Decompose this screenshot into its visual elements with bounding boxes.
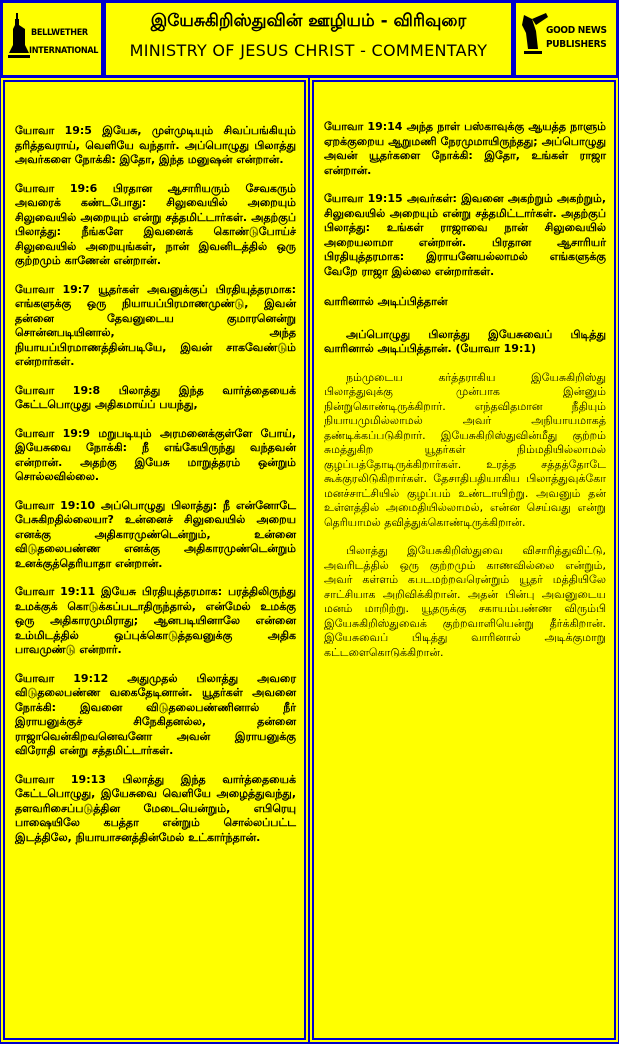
logo-left-line1: BELLWETHER <box>31 28 88 38</box>
logo-left-line2: INTERNATIONAL <box>29 46 99 56</box>
good-news-logo-panel <box>516 3 616 75</box>
logo-right-line1: GOOD NEWS <box>546 25 607 36</box>
verse-19-14: யோவா 19:14 அந்த நாள் பஸ்காவுக்கு ஆயத்த நாளும் ஏறக்குறைய ஆறுமணி நேரமுமாயிருந்தது; அப்பொழுது அவன் யூதர்களை நோக்கி: இதோ, உங்கள் ராஜா என்றான். <box>324 120 606 177</box>
title-english: MINISTRY OF JESUS CHRIST - COMMENTARY <box>129 41 488 60</box>
logo-right-line2: PUBLISHERS <box>546 39 607 50</box>
commentary <box>324 328 606 661</box>
commentary-paragraph: பிலாத்து இயேசுகிறிஸ்துவை விசாரித்துவிட்டு, அவரிடத்தில் ஒரு குற்றமும் காணவில்லை என்றும், அவர் கள்ளம் கபடமற்றவரென்றும் யூதர் மத்தியிலே சாட்சியாக அறிவிக்கிறான். அதன் பின்பு அவனுடைய மனம் மாறிற்று. யூதருக்கு சகாயம்பண்ண விரும்பி இயேசுகிறிஸ்துவைக் குற்றவாளியென்று தீர்க்கிறான். இயேசுவைப் பிடித்து வாரினால் அடிக்குமாறு கட்டளைகொடுக்கிறான். <box>324 544 606 659</box>
verse-19-15: யோவா 19:15 அவர்கள்: இவனை அகற்றும் அகற்றும், சிலுவையில் அறையும் என்று சத்தமிட்டார்கள். அதற்குப் பிலாத்து: உங்கள் ராஜாவை நான் சிலுவையில் அறையலாமா என்றான். பிரதான ஆசாரியர் பிரதியுத்தரமாக: இராயனேயல்லாமல் எங்களுக்கு வேறே ராஜா இல்லை என்றார்கள். <box>324 192 606 278</box>
bellwether-logo-panel <box>3 3 101 75</box>
commentary-paragraph: நம்முடைய கர்த்தராகிய இயேசுகிறிஸ்து பிலாத்துவுக்கு முன்பாக இன்னும் நின்றுகொண்டிருக்கிறார். எந்தவிதமான நீதியும் நியாயமுமில்லாமல் அவர் அநியாயமாகத் தண்டிக்கப்படுகிறார். இயேசுகிறிஸ்துவின்மீது குற்றம் சுமத்துகிற யூதர்கள் நிம்மதியில்லாமல் குழப்பத்தோடிருக்கிறார்கள். உரத்த சத்தத்தோடே கூக்குரலிடுகிறார்கள். தேசாதிபதியாகிய பிலாத்துவுக்கோ மனச்சாட்சியில் குழப்பம் உண்டாயிற்று. அவனும் தன் உள்ளத்தில் அமைதியில்லாமல், என்ன செய்வது என்று தெரியாமல் தவித்துக்கொண்டிருக்கிறான். <box>324 370 606 529</box>
verse-19-6: யோவா 19:6 பிரதான ஆசாரியரும் சேவகரும் அவரைக் கண்டபோது: சிலுவையில் அறையும் சிலுவையில் அறையும் என்று சத்தமிட்டார்கள். அதற்குப் பிலாத்து: நீங்களே இவனைக் கொண்டுபோய்ச் சிலுவையில் அறையுங்கள், நான் இவனிடத்தில் ஒரு குற்றமும் காணேன் என்றான். <box>15 181 296 267</box>
verse-19-13: யோவா 19:13 பிலாத்து இந்த வார்த்தையைக் கேட்டபொழுது, இயேசுவை வெளியே அழைத்துவந்து, தளவரிசைப்படுத்தின மேடையென்றும், எபிரெயு பாஷையிலே கபத்தா என்றும் சொல்லப்பட்ட இடத்திலே, நியாயாசனத்தின்மேல் உட்கார்ந்தான். <box>15 772 296 844</box>
verse-19-11: யோவா 19:11 இயேசு பிரதியுத்தரமாக: பரத்திலிருந்து உமக்குக் கொடுக்கப்படாதிருந்தால், என்மேல் உமக்கு ஒரு அதிகாரமுமிராது; ஆனபடியினாலே என்னை உம்மிடத்தில் ஒப்புக்கொடுத்தவனுக்கு அதிக பாவமுண்டு என்றார். <box>15 585 296 656</box>
left-column <box>3 80 306 1040</box>
bell-icon <box>5 5 99 73</box>
page-header <box>106 3 511 75</box>
section-heading: வாரினால் அடிப்பித்தான் <box>324 295 448 308</box>
verse-19-10: யோவா 19:10 அப்பொழுது பிலாத்து: நீ என்னோடே பேசுகிறதில்லையா? உன்னைச் சிலுவையில் அறைய எனக்கு அதிகாரமுண்டென்றும், உன்னை விடுதலைபண்ண எனக்கு அதிகாரமுண்டென்றும் உனக்குத்தெரியாதா என்றான். <box>15 498 296 570</box>
left-verses <box>15 124 296 859</box>
right-content <box>324 120 606 674</box>
verse-19-7: யோவா 19:7 யூதர்கள் அவனுக்குப் பிரதியுத்தரமாக: எங்களுக்கு ஒரு நியாயப்பிரமாணமுண்டு, இவன் தன்னை தேவனுடைய குமாரனென்று சொன்னபடியினால், அந்த நியாயப்பிரமாணத்தின்படியே, இவன் சாகவேண்டும் என்றார்கள். <box>15 282 296 368</box>
verse-19-12: யோவா 19:12 அதுமுதல் பிலாத்து அவரை விடுதலைபண்ண வகைதேடினான். யூதர்கள் அவனை நோக்கி: இவனை விடுதலைபண்ணினால் நீர் இராயனுக்குச் சிநேகிதனல்ல, தன்னை ராஜாவென்கிறவனெவனோ அவன் இராயனுக்கு விரோதி என்று சத்தமிட்டார்கள். <box>15 671 296 757</box>
verse-19-5: யோவா 19:5 இயேசு, முள்முடியும் சிவப்பங்கியும் தரித்தவராய், வெளியே வந்தார். அப்பொழுது பிலாத்து அவர்களை நோக்கி: இதோ, இந்த மனுஷன் என்றான். <box>15 124 296 166</box>
commentary-reference: அப்பொழுது பிலாத்து இயேசுவைப் பிடித்து வாரினால் அடிப்பித்தான். (யோவா 19:1) <box>324 327 606 355</box>
right-column <box>312 80 616 1040</box>
verse-19-9: யோவா 19:9 மறுபடியும் அரமனைக்குள்ளே போய், இயேசுவை நோக்கி: நீ எங்கேயிருந்து வந்தவன் என்றான். அதற்கு இயேசு மாறுத்தரம் ஒன்றும் சொல்லவில்லை. <box>15 426 296 483</box>
verse-19-8: யோவா 19:8 பிலாத்து இந்த வார்த்தையைக் கேட்டபொழுது அதிகமாய்ப் பயந்து, <box>15 383 296 411</box>
title-tamil: இயேசுகிறிஸ்துவின் ஊழியம் - விரிவுரை <box>150 11 467 31</box>
